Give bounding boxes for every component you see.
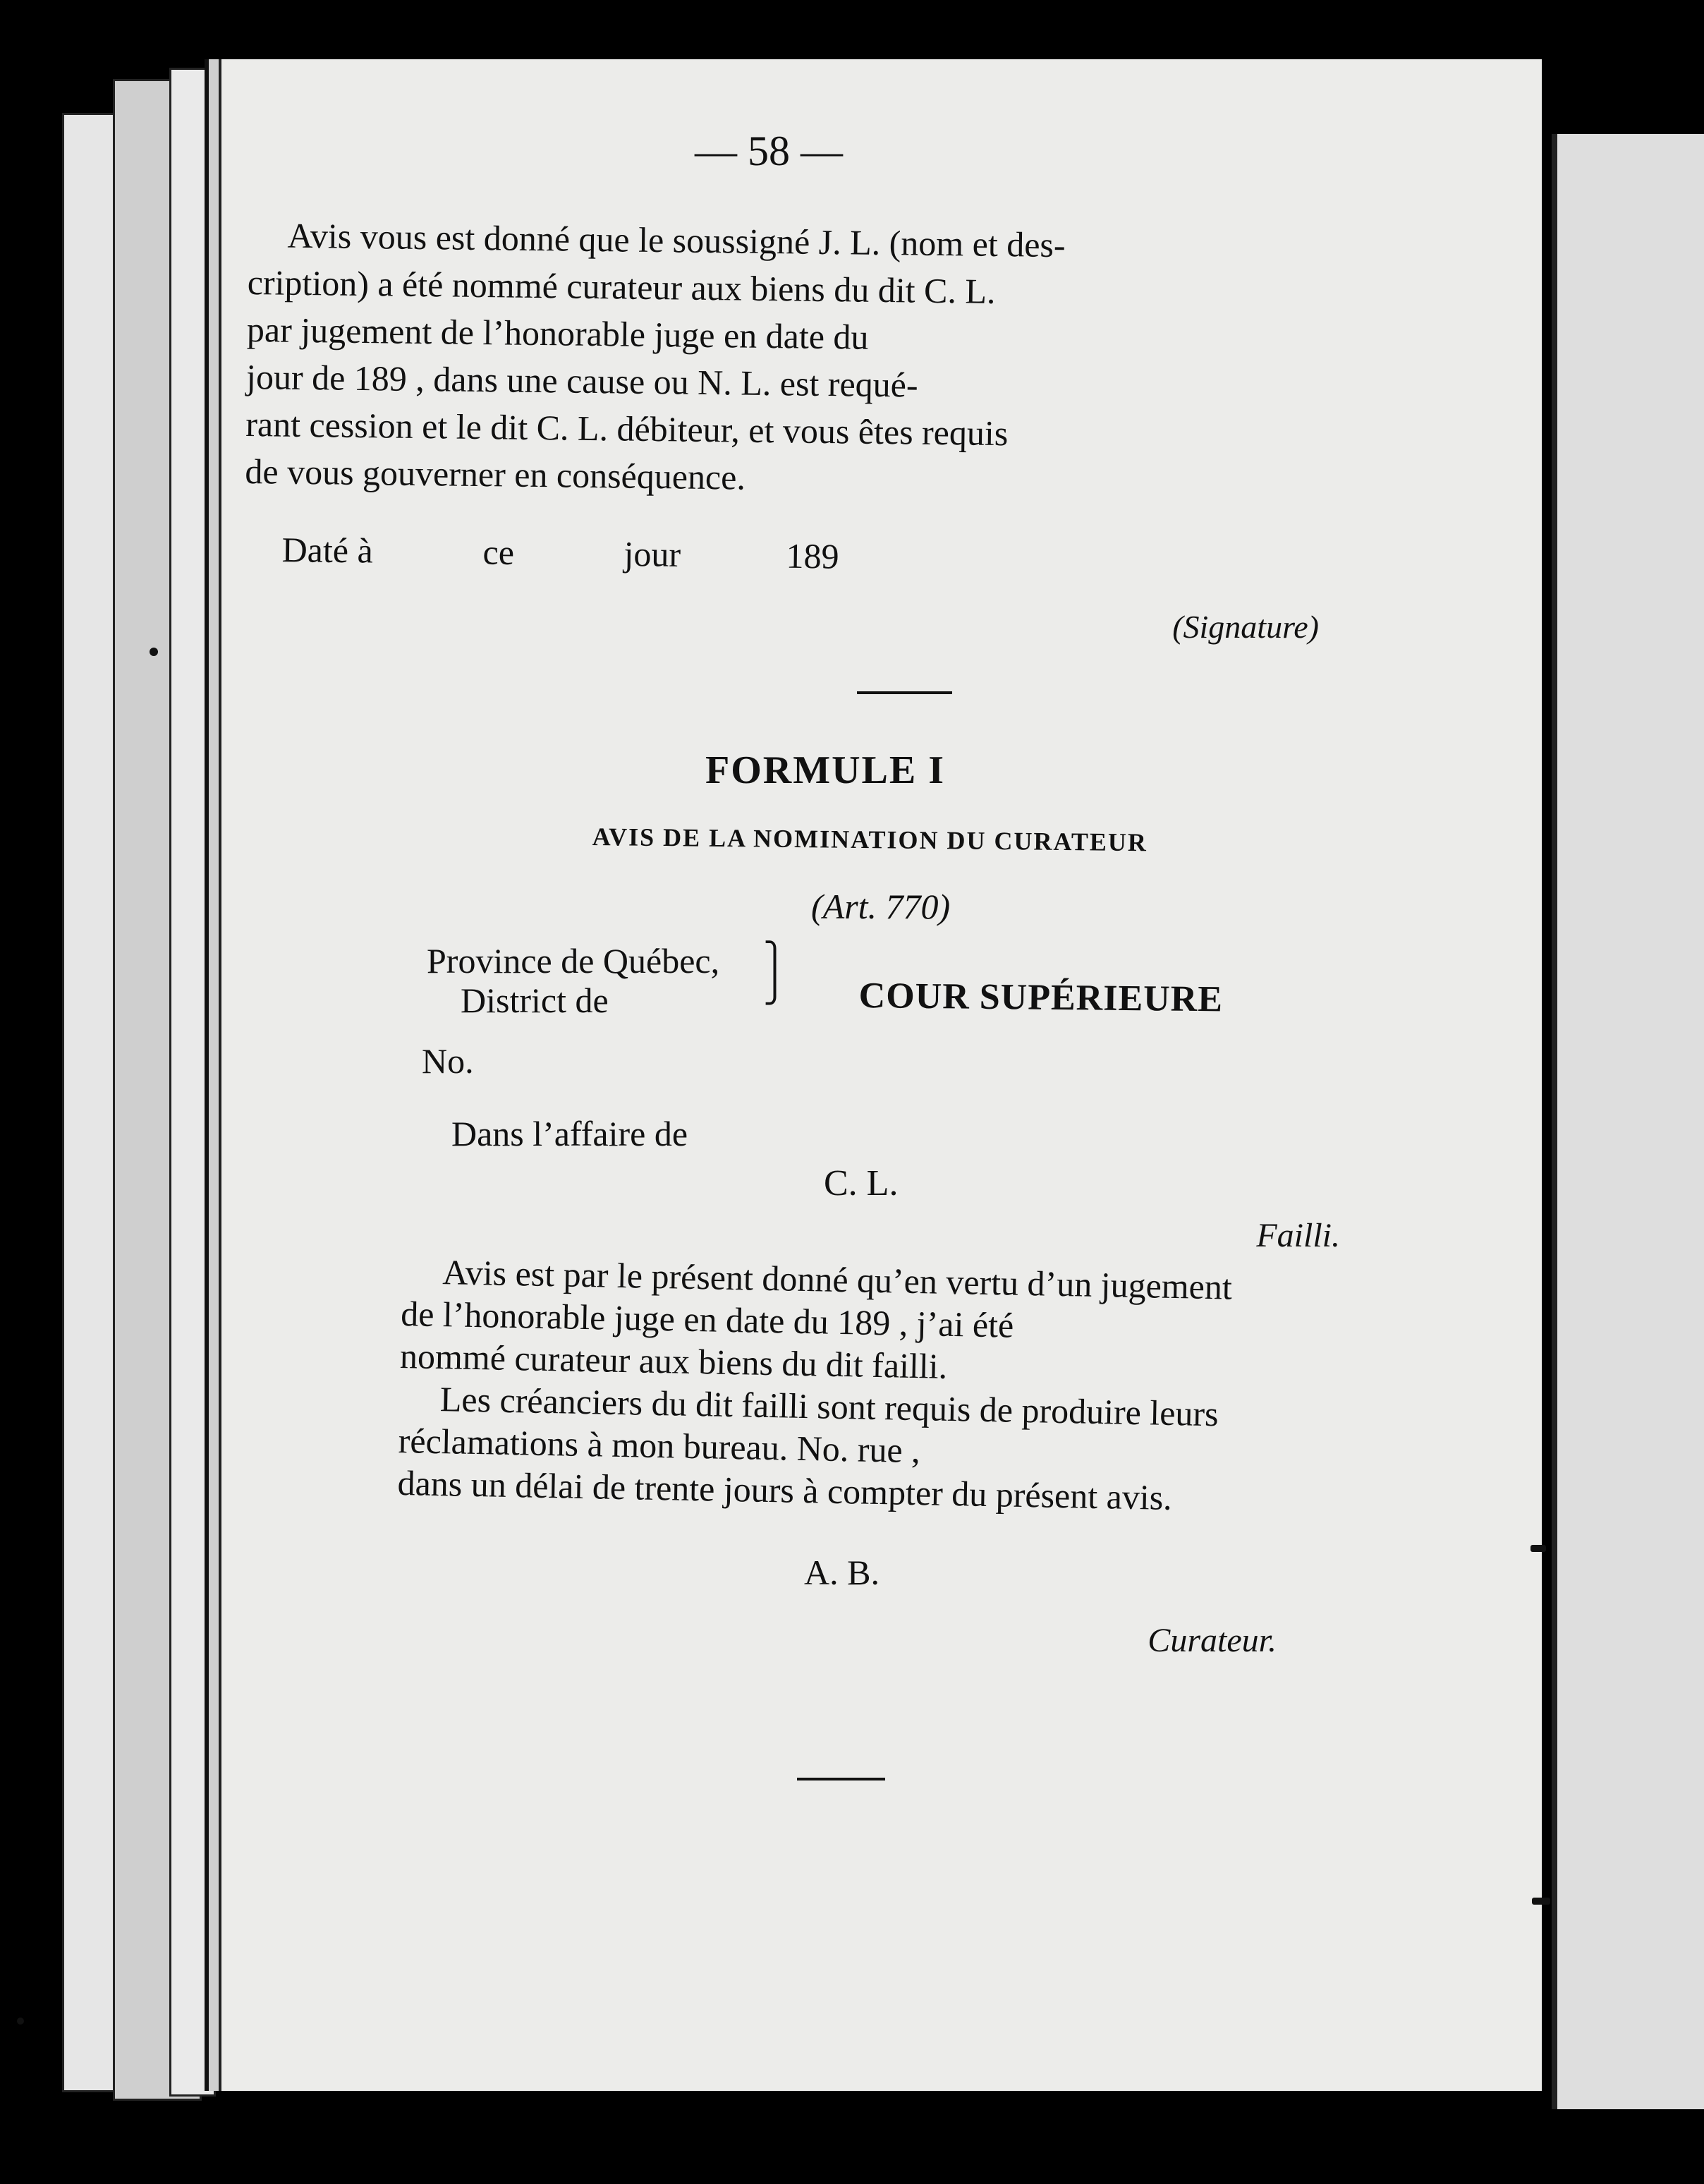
district-label: District de: [461, 981, 609, 1020]
speck: [1530, 1545, 1546, 1552]
speck: [150, 648, 158, 656]
text-line: dans un délai de trente jours à compter du présent avis.: [397, 1462, 1173, 1518]
article-reference: (Art. 770): [811, 887, 951, 926]
jurisdiction: [427, 941, 793, 1020]
text-line: Les créanciers du dit failli sont requis de produire leurs: [439, 1379, 1219, 1434]
signer-role: Curateur.: [1148, 1622, 1277, 1659]
form-subtitle: AVIS DE LA NOMINATION DU CURATEUR: [592, 823, 1148, 857]
date-label: Daté à: [281, 529, 374, 571]
signature-label: (Signature): [1172, 609, 1319, 645]
court-name: COUR SUPÉRIEURE: [858, 976, 1224, 1020]
text-line: de vous gouverner en conséquence.: [245, 451, 746, 497]
text-line: nommé curateur aux biens du dit failli.: [399, 1335, 948, 1386]
text-line: rant cession et le dit C. L. débiteur, et vous êtes requis: [245, 404, 1009, 454]
notice-paragraph: [245, 212, 1405, 509]
date-year: 189: [786, 535, 839, 576]
speck: [1532, 1898, 1550, 1905]
form-body: [397, 1250, 1334, 1522]
page-number: — 58 —: [695, 128, 843, 174]
text-line: Avis vous est donné que le soussigné J. L. (nom et des-: [287, 215, 1066, 265]
form-title: FORMULE I: [705, 748, 945, 792]
facing-page-edge: [1552, 134, 1704, 2109]
debtor-name: C. L.: [824, 1163, 899, 1203]
speck: [17, 2018, 24, 2025]
province-label: Province de Québec,: [427, 941, 720, 981]
debtor-role: Failli.: [1256, 1217, 1340, 1254]
text-line: réclamations à mon bureau. No. rue ,: [398, 1420, 921, 1471]
affair-label: Dans l’affaire de: [451, 1114, 688, 1153]
date-ce: ce: [482, 532, 515, 573]
text-line: par jugement de l’honorable juge en date du: [246, 309, 869, 357]
text-line: jour de 189 , dans une cause ou N. L. est requé-: [245, 356, 918, 405]
text-line: Avis est par le présent donné qu’en vertu d’un jugement: [442, 1252, 1233, 1307]
text-line: de l’honorable juge en date du 189 , j’ai été: [400, 1293, 1014, 1345]
brace-glyph: ⎫ ⎭: [763, 942, 786, 1005]
date-jour: jour: [623, 533, 681, 574]
text-line: cription) a été nommé curateur aux biens du dit C. L.: [247, 262, 996, 311]
case-number-label: No.: [422, 1041, 474, 1081]
divider: [797, 1778, 885, 1780]
divider: [857, 691, 952, 694]
signer-name: A. B.: [804, 1553, 880, 1592]
